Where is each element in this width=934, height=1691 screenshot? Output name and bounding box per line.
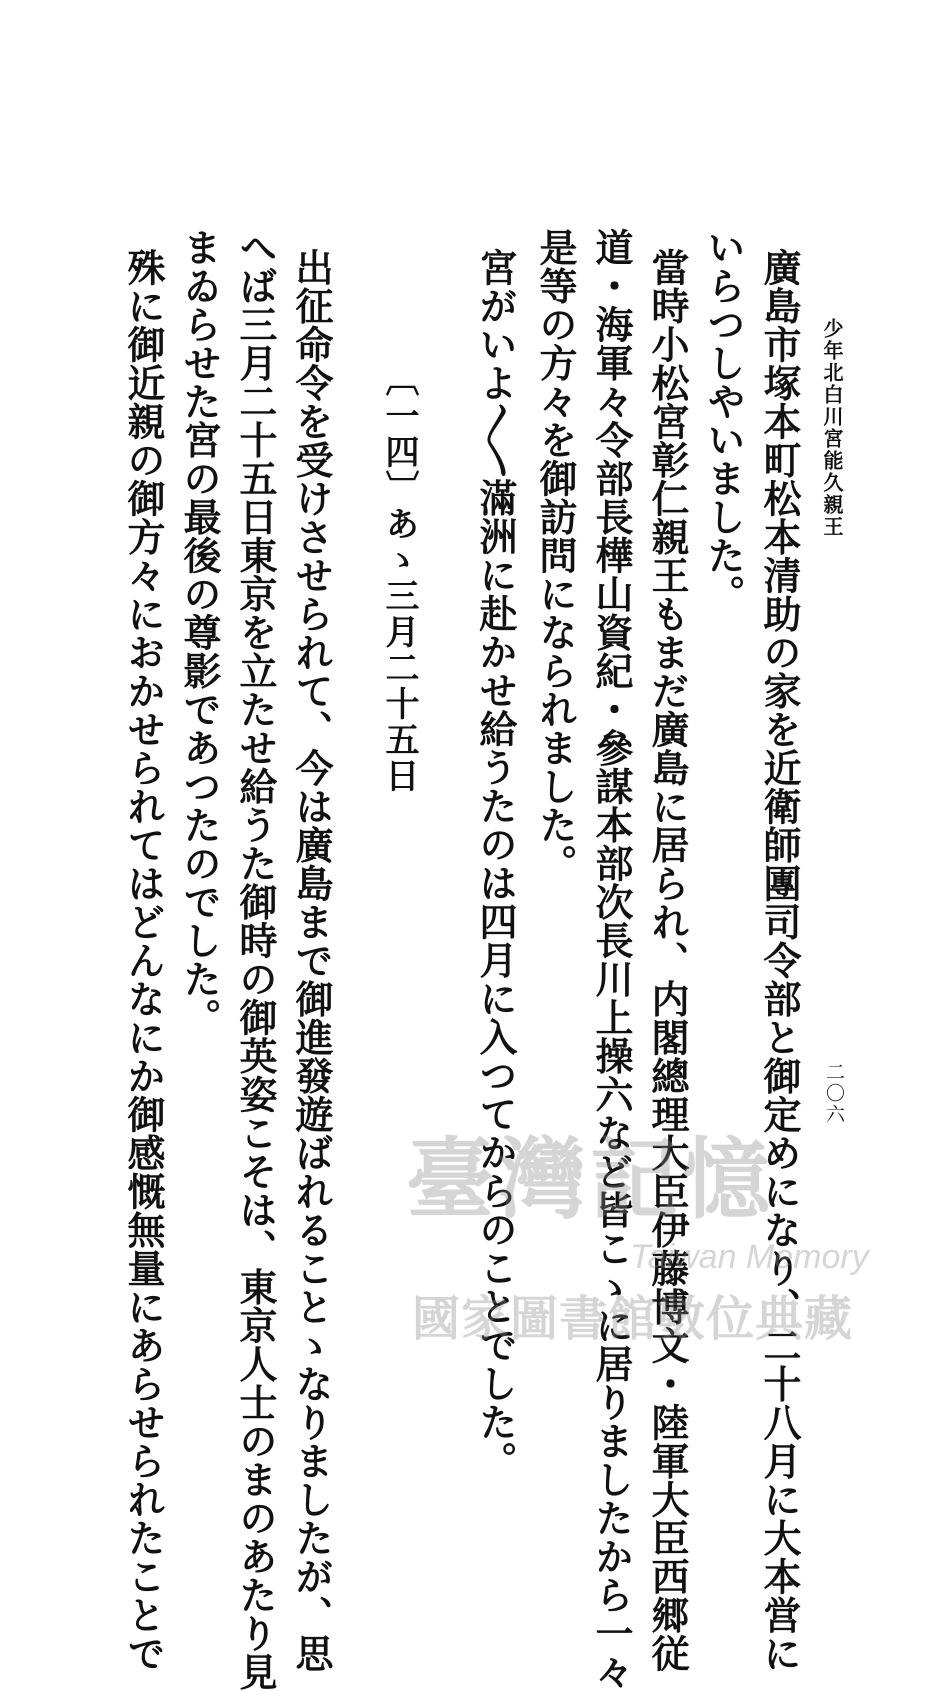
page-number: 二〇六 [823,1062,845,1125]
section-heading: 〔一四〕あゝ三月二十五日 [379,362,419,794]
watermark-logo: 臺灣記憶 [406,1127,775,1231]
text-column: 道・海軍々令部長樺山資紀・參謀本部次長川上操六など皆こゝに居りましたから一々 [589,228,634,1691]
text-column: 宮がいよ〳〵滿洲に赴かせ給うたのは四月に入つてからのことでした。 [473,248,518,1480]
watermark [400,1110,880,1347]
text-column: 出征命令を受けさせられて、今は廣島まで御進發遊ばれることゝなりましたが、思 [289,248,334,1673]
watermark-english: Taiwan Memory [630,1238,869,1276]
text-column: まゐらせた宮の最後の尊影であつたのでした。 [177,228,222,1037]
text-column: 是等の方々を御訪問になられました。 [533,228,578,883]
watermark-library: 國家圖書館數位典藏 [412,1291,854,1347]
text-column: いらつしやいました。 [701,228,746,613]
text-column: へば三月二十五日東京を立たせ給うた御時の御英姿こそは、東京人士のまのあたり見 [233,228,278,1691]
text-column: 當時小松宮彰仁親王もまだ廣島に居られ、内閣總理大臣伊藤博文・陸軍大臣西郷従 [645,248,690,1673]
text-column: 廣島市塚本町松本清助の家を近衛師團司令部と御定めになり、二十八月に大本営に [757,248,802,1673]
text-column: 殊に御近親の御方々におかせられてはどんなにか御感慨無量にあらせられたことで [121,248,166,1673]
running-header: 少年北白川宮能久親王 [820,318,844,538]
